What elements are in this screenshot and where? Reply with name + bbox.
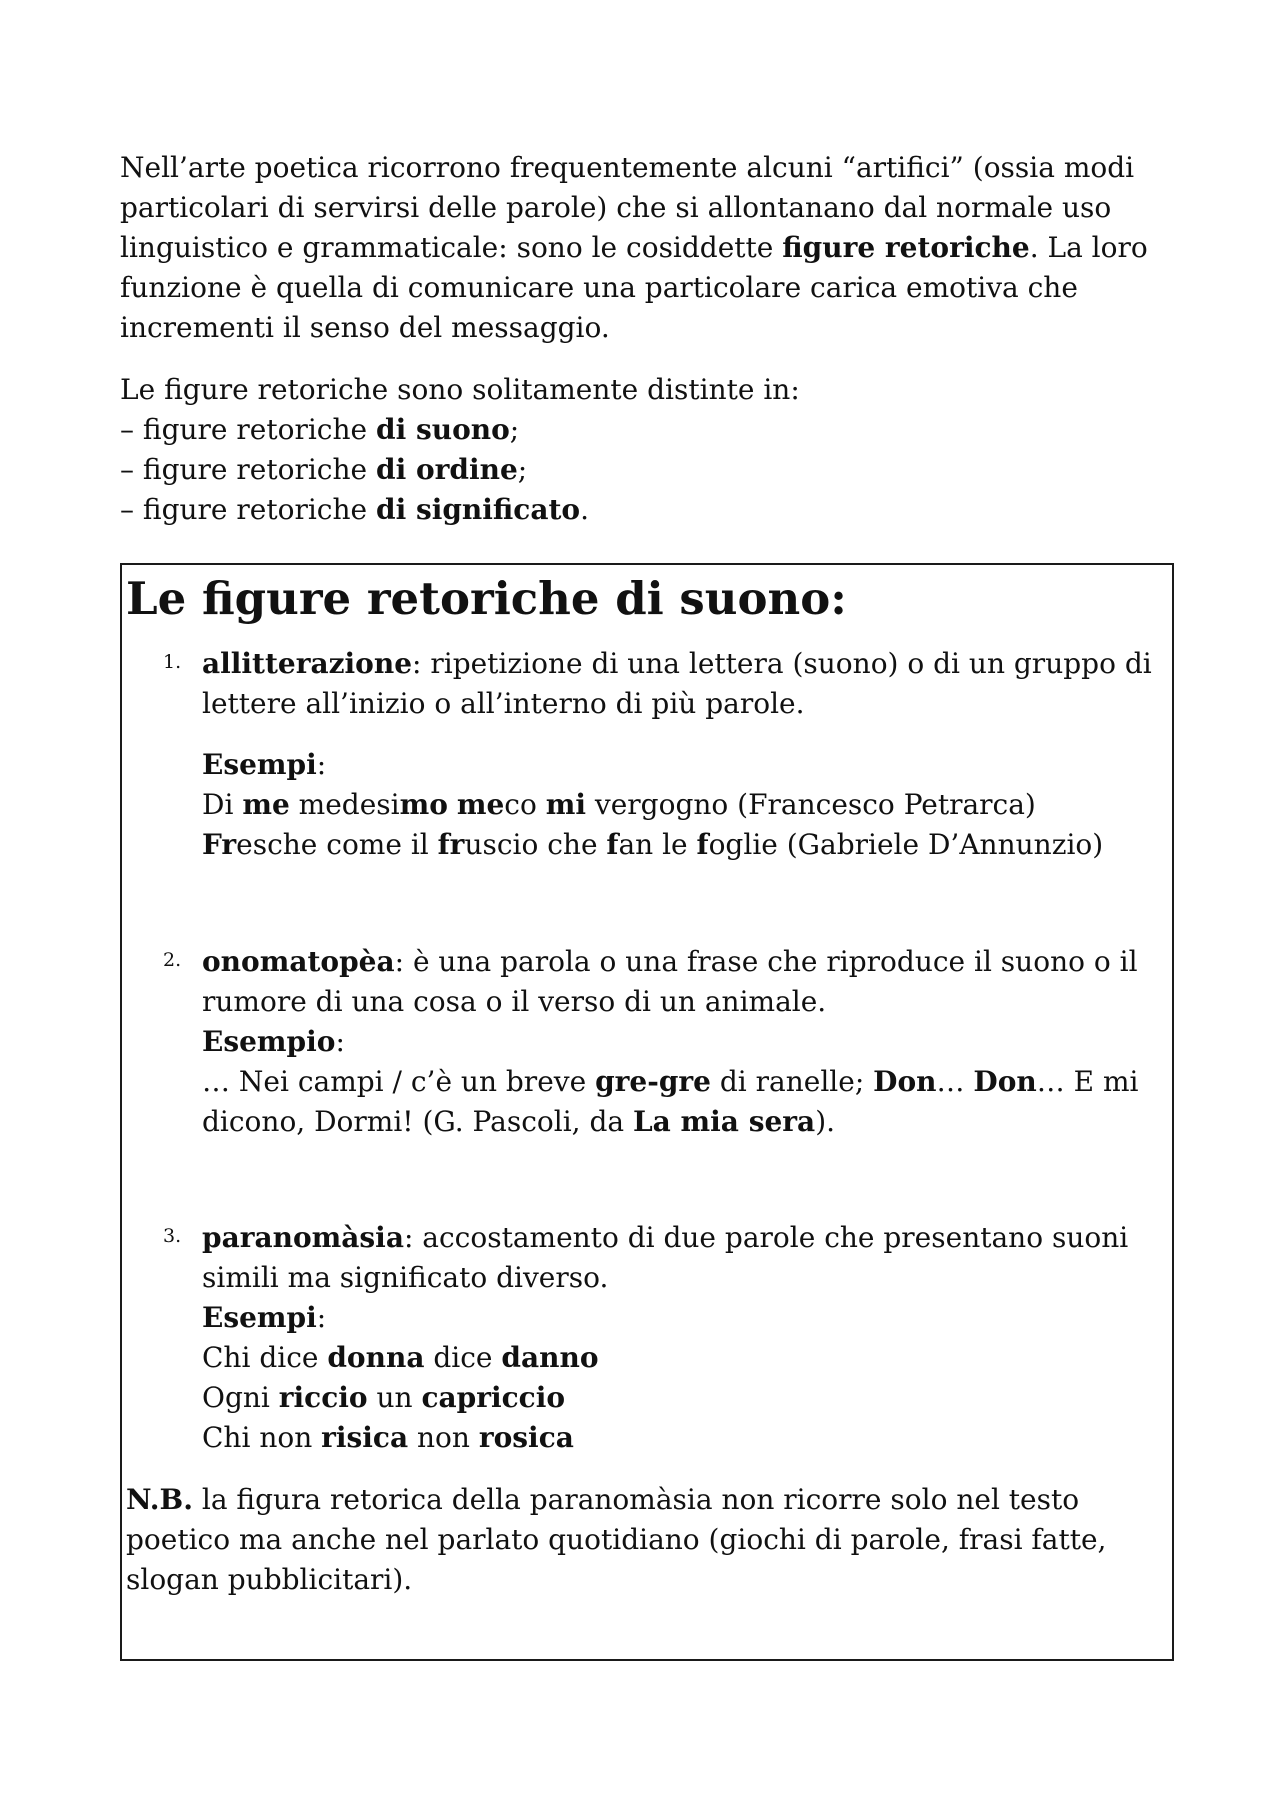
item-term: allitterazione xyxy=(202,647,413,680)
nb-label: N.B. xyxy=(126,1483,193,1516)
type-item: – figure retoriche di ordine; xyxy=(120,453,528,486)
intro-paragraph xyxy=(120,148,1180,348)
item-definition: allitterazione: ripetizione di una lettera (suono) o di un gruppo di lettere all’inizio o all’interno di più parole. xyxy=(202,647,1152,720)
intro-text-end: . La loro funzione è quella di comunicare una particolare carica emotiva che incrementi il senso del messaggio. xyxy=(120,231,1148,344)
list-item-onomatopea xyxy=(163,942,1162,1142)
example-line: Chi non risica non rosica xyxy=(202,1421,574,1454)
item-definition: onomatopèa: è una parola o una frase che riproduce il suono o il rumore di una cosa o il verso di un animale. xyxy=(202,945,1138,1018)
item-number: 1. xyxy=(163,651,182,673)
item-number: 3. xyxy=(163,1225,182,1247)
examples-label: Esempio: xyxy=(202,1025,345,1058)
intro-text: Nell’arte poetica ricorrono frequentemente alcuni “artifici” (ossia modi particolari di servirsi delle parole) che si allontanano dal normale uso linguistico e grammaticale: sono le cosiddette xyxy=(120,151,1135,264)
intro-key-term: figure retoriche xyxy=(782,231,1030,264)
item-term: onomatopèa xyxy=(202,945,395,978)
list-item-allitterazione xyxy=(163,644,1162,865)
type-item: – figure retoriche di significato. xyxy=(120,493,589,526)
document-page xyxy=(120,148,1180,530)
item-definition: paranomàsia: accostamento di due parole che presentano suoni simili ma significato diverso. xyxy=(202,1221,1129,1294)
example-line: … Nei campi / c’è un breve gre-gre di ranelle; Don… Don… E mi dicono, Dormi! (G. Pascoli, da La mia sera). xyxy=(202,1065,1139,1138)
nb-paragraph: N.B. la figura retorica della paranomàsia non ricorre solo nel testo poetico ma anche nel parlato quotidiano (giochi di parole, frasi fatte, slogan pubblicitari). xyxy=(126,1483,1107,1596)
type-item: – figure retoriche di suono; xyxy=(120,413,520,446)
list-item-paranomasia xyxy=(163,1218,1162,1458)
examples-label: Esempi: xyxy=(202,748,327,781)
item-number: 2. xyxy=(163,949,182,971)
box-title: Le figure retoriche di suono: xyxy=(126,572,847,625)
examples-label: Esempi: xyxy=(202,1301,327,1334)
sound-figures-box xyxy=(120,563,1174,1661)
example-line: Chi dice donna dice danno xyxy=(202,1341,599,1374)
example-line: Di me medesimo meco mi vergogno (Francesco Petrarca) xyxy=(202,788,1036,821)
example-line: Fresche come il fruscio che fan le foglie (Gabriele D’Annunzio) xyxy=(202,828,1104,861)
nota-bene xyxy=(126,1480,1166,1600)
example-line: Ogni riccio un capriccio xyxy=(202,1381,566,1414)
types-list xyxy=(120,370,1180,530)
types-intro: Le figure retoriche sono solitamente distinte in: xyxy=(120,373,800,406)
item-term: paranomàsia xyxy=(202,1221,404,1254)
